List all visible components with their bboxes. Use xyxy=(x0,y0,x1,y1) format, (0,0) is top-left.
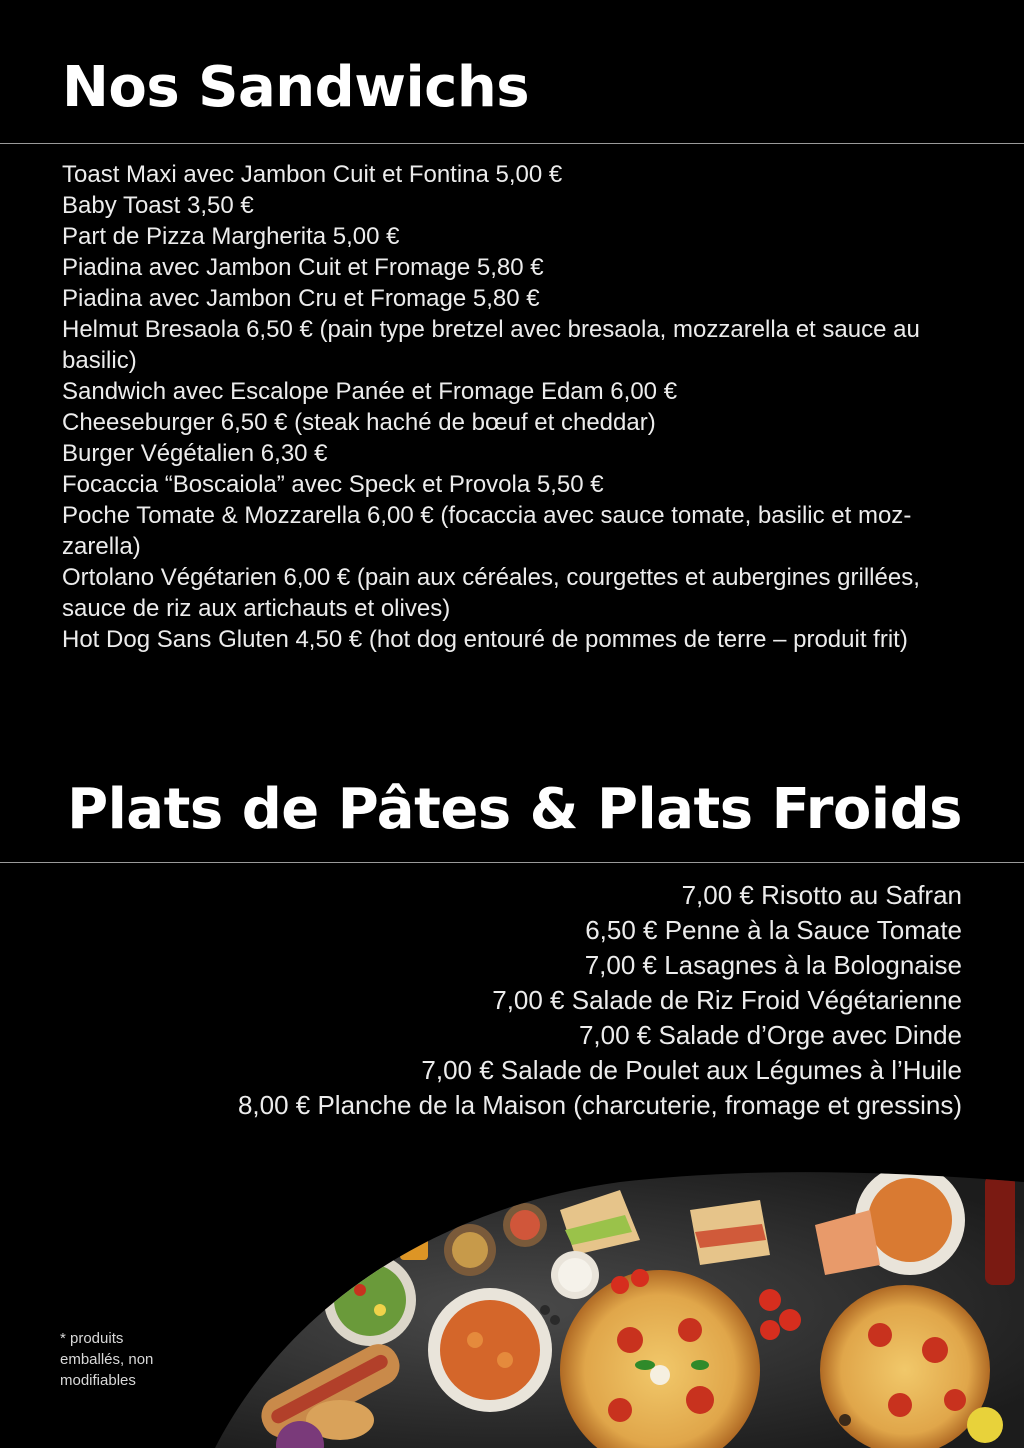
pasta-item: 7,00 € Lasagnes à la Bolognaise xyxy=(584,950,962,980)
sandwich-item: Baby Toast 3,50 € xyxy=(62,192,254,219)
pasta-item: 7,00 € Salade de Riz Froid Végétarienne xyxy=(492,985,962,1015)
sandwich-item: Ortolano Végétarien 6,00 € (pain aux céréales, courgettes et aubergines grillées, sauce de riz aux artichauts et olives) xyxy=(62,564,920,622)
sandwich-item: Toast Maxi avec Jambon Cuit et Fontina 5,00 € xyxy=(62,161,563,188)
sandwich-item: Sandwich avec Escalope Panée et Fromage Edam 6,00 € xyxy=(62,378,678,405)
sandwich-item: Helmut Bresaola 6,50 € (pain type bretzel avec bresaola, mozzarella et sauce au basilic) xyxy=(62,316,920,374)
sandwiches-divider xyxy=(0,143,1024,144)
food-photo xyxy=(0,1170,1024,1448)
sandwiches-list xyxy=(62,159,972,655)
pasta-item: 7,00 € Salade d’Orge avec Dinde xyxy=(578,1020,962,1050)
pasta-item: 6,50 € Penne à la Sauce Tomate xyxy=(585,915,962,945)
sandwiches-title: Nos Sandwichs xyxy=(62,55,530,120)
sandwich-item: Focaccia “Boscaiola” avec Speck et Provola 5,50 € xyxy=(62,471,604,498)
pasta-item: 7,00 € Risotto au Safran xyxy=(681,880,962,910)
pasta-item: 7,00 € Salade de Poulet aux Légumes à l’Huile xyxy=(421,1055,962,1085)
sandwich-item: Burger Végétalien 6,30 € xyxy=(62,440,328,467)
pasta-item: 8,00 € Planche de la Maison (charcuterie, fromage et gressins) xyxy=(237,1090,962,1120)
sandwich-item: Cheeseburger 6,50 € (steak haché de bœuf et cheddar) xyxy=(62,409,656,436)
sandwich-item: Part de Pizza Margherita 5,00 € xyxy=(62,223,400,250)
sandwich-item: Piadina avec Jambon Cuit et Fromage 5,80 € xyxy=(62,254,544,281)
pastas-list xyxy=(62,878,962,1123)
sandwich-item: Piadina avec Jambon Cru et Fromage 5,80 € xyxy=(62,285,540,312)
sandwich-item: Hot Dog Sans Gluten 4,50 € (hot dog entouré de pommes de terre – produit frit) xyxy=(62,626,908,653)
pastas-title: Plats de Pâtes & Plats Froids xyxy=(67,777,962,842)
pastas-divider xyxy=(0,862,1024,863)
footnote: * produits emballés, non modifiables xyxy=(60,1330,154,1389)
sandwich-item: Poche Tomate & Mozzarella 6,00 € (focaccia avec sauce tomate, basilic et mozzarella) xyxy=(62,502,912,560)
